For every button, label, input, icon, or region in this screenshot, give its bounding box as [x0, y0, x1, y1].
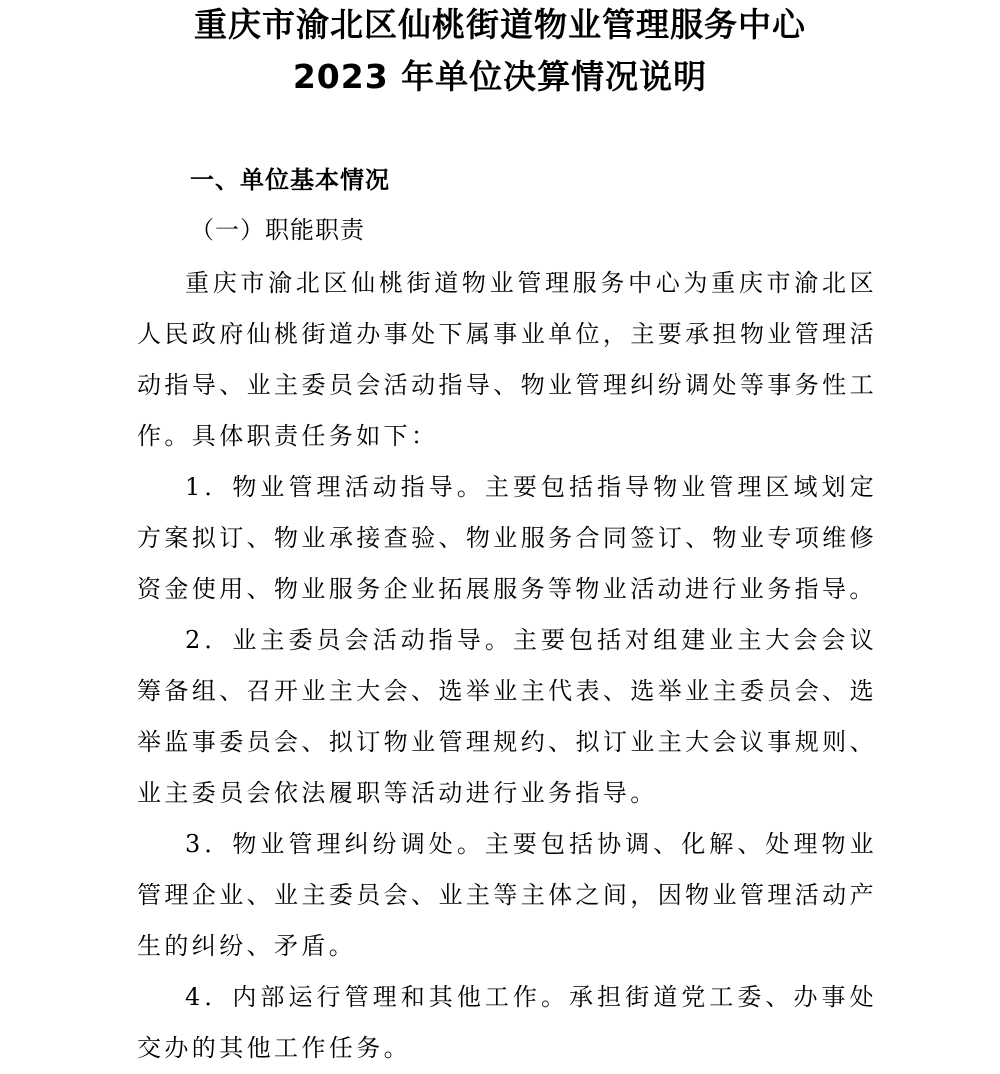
- paragraph-intro: 重庆市渝北区仙桃街道物业管理服务中心为重庆市渝北区人民政府仙桃街道办事处下属事业单位，主要承担物业管理活动指导、业主委员会活动指导、物业管理纠纷调处等事务性工作。具体职责任务如下：: [137, 269, 877, 450]
- document-title-line-2: 2023 年单位决算情况说明: [292, 57, 708, 96]
- paragraph-item-3: 3．物业管理纠纷调处。主要包括协调、化解、处理物业管理企业、业主委员会、业主等主体之间，因物业管理活动产生的纠纷、矛盾。: [137, 830, 877, 960]
- paragraph-item-4: 4．内部运行管理和其他工作。承担街道党工委、办事处交办的其他工作任务。: [137, 983, 877, 1062]
- body-text: [137, 258, 877, 1074]
- subsection-heading: （一）职能职责: [190, 216, 365, 244]
- section-heading: 一、单位基本情况: [190, 166, 390, 194]
- document-title-line-1: 重庆市渝北区仙桃街道物业管理服务中心: [194, 5, 806, 44]
- paragraph-item-1: 1．物业管理活动指导。主要包括指导物业管理区域划定方案拟订、物业承接查验、物业服务合同签订、物业专项维修资金使用、物业服务企业拓展服务等物业活动进行业务指导。: [137, 473, 877, 603]
- paragraph-item-2: 2．业主委员会活动指导。主要包括对组建业主大会会议筹备组、召开业主大会、选举业主代表、选举业主委员会、选举监事委员会、拟订物业管理规约、拟订业主大会议事规则、业主委员会依法履职等活动进行业务指导。: [137, 626, 877, 807]
